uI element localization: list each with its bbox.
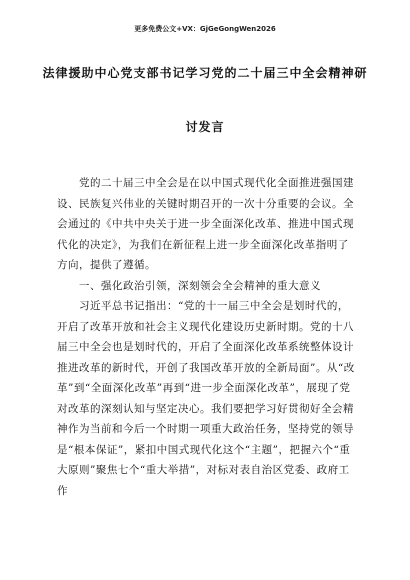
document-title-line-2: 讨发言 [185,120,225,134]
paragraph-intro: 党的二十届三中全会是在以中国式现代化全面推进强国建设、民族复兴伟业的关键时期召开的一次十分重要的会议。全会通过的《中共中央关于进一步全面深化改革、推进中国式现代化的决定》，为我们在新征程上进一步全面深化改革指明了方向，提供了遵循。 [57,177,354,271]
paragraph-quote: 习近平总书记指出：“党的十一届三中全会是划时代的，开启了改革开放和社会主义现代化建设历史新时期。党的十八届三中全会也是划时代的，开启了全面深化改革系统整体设计推进改革的新时代，开创了我国改革开放的全新局面”。从“改革”到“全面深化改革”再到“进一步全面深化改革”，展现了党对改革的深刻认知与坚定决心。我们要把学习好贯彻好全会精神作为当前和今后一个时期一项重大政治任务，坚持党的领导是“根本保证”，紧扣中国式现代化这个“主题”，把握六个“重大原则”聚焦七个“重大举措”，对标对表自治区党委、政府工作 [57,300,355,497]
document-body [57,173,357,501]
document-title-line-1: 法律援助中心党支部书记学习党的二十届三中全会精神研 [42,66,368,80]
header-note: 更多免费公文+VX：GjGeGongWen2026 [134,25,276,33]
section-heading-1: 一、强化政治引领，深刻领会全会精神的重大意义 [57,279,321,292]
